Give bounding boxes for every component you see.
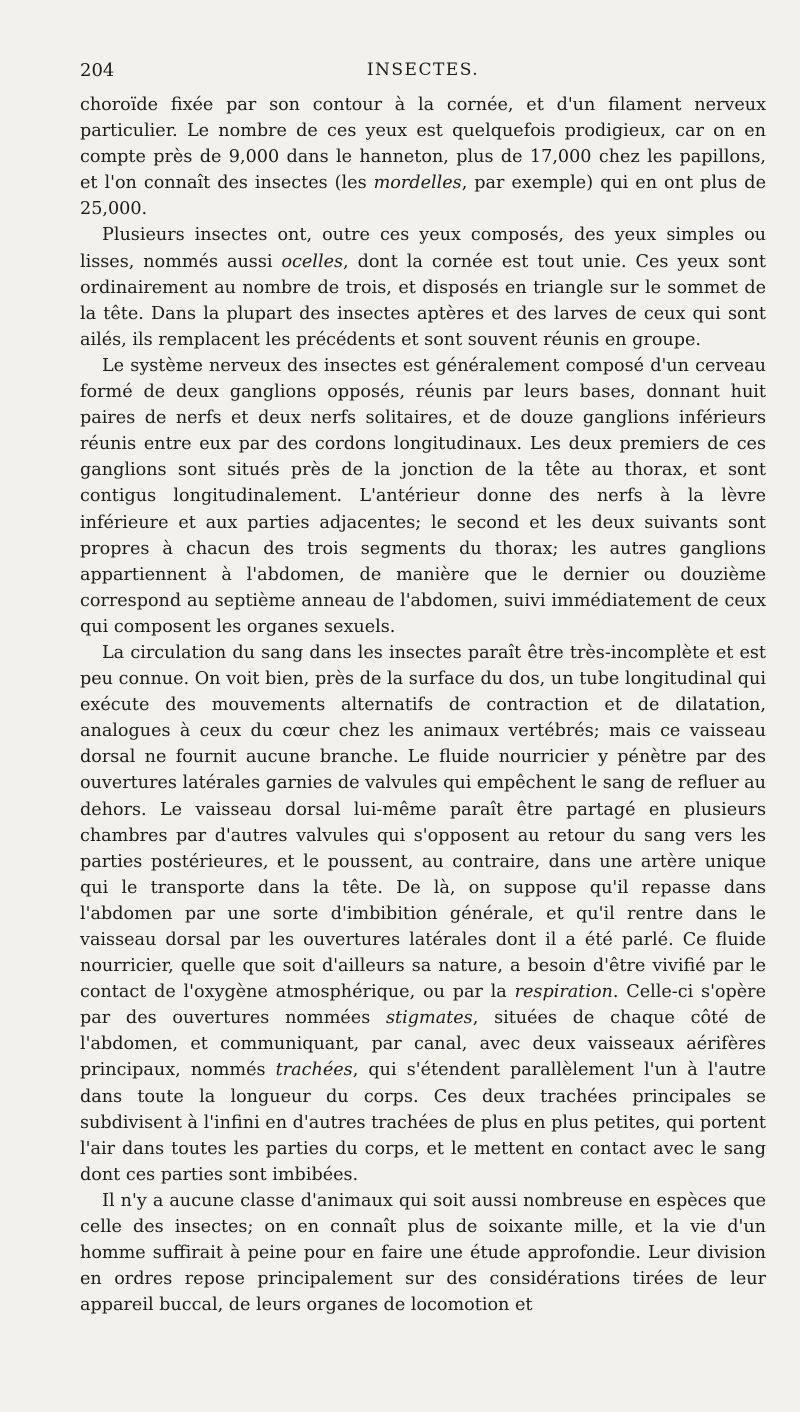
text-run: Le système nerveux des insectes est généralement composé d'un cerveau formé de deux ganglions opposés, réunis par leurs bases, donnant huit paires de nerfs et deux nerfs solitaires, et de douze ganglions inférieurs réunis entre eux par des cordons longitudinaux. Les deux premiers de ces ganglions sont situés près de la jonction de la tête au thorax, et sont contigus longitudinalement. L'antérieur donne des nerfs à la lèvre inférieure et aux parties adjacentes; le second et les deux suivants sont propres à chacun des trois segments du thorax; les autres ganglions appartiennent à l'abdomen, de manière que le dernier ou douzième correspond au septième anneau de l'abdomen, suivi immédiatement de ceux qui composent les organes sexuels. xyxy=(80,355,766,637)
paragraph-classification xyxy=(80,1188,766,1318)
italic-term: ocelles xyxy=(281,251,344,272)
running-title: INSECTES. xyxy=(366,60,480,80)
paragraph-nervous-system xyxy=(80,353,766,640)
text-run: Il n'y a aucune classe d'animaux qui soit aussi nombreuse en espèces que celle des insectes; on en connaît plus de soixante mille, et la vie d'un homme suffirait à peine pour en faire une étude approfondie. Leur division en ordres repose principalement sur des considérations tirées de leur appareil buccal, de leurs organes de locomotion et xyxy=(80,1190,766,1316)
text-run: Plusieurs insectes ont, outre ces yeux composés, des yeux simples ou lisses, nommés aussi xyxy=(80,225,766,272)
text-run: . Celle-ci s'opère par des ouvertures nommées xyxy=(80,982,766,1029)
text-run: choroïde fixée par son contour à la cornée, et d'un filament nerveux particulier. Le nombre de ces yeux est quelquefois prodigieux, car on en compte près de 9,000 dans le hanneton, plus de 17,000 chez les papillons, et l'on connaît des insectes (les xyxy=(80,95,766,194)
paragraph-compound-eyes xyxy=(80,92,766,222)
paragraph-ocelli xyxy=(80,222,766,352)
italic-term: mordelles xyxy=(373,173,462,194)
text-run: , qui s'étendent parallèlement l'un à l'autre dans toute la longueur du corps. Ces deux trachées principales se subdivisent à l'infini en d'autres trachées de plus en plus petites, qui portent l'air dans toutes les parties du corps, et le mettent en contact avec le sang dont ces parties sont imbibées. xyxy=(80,1060,766,1185)
running-head xyxy=(80,58,766,84)
body-text xyxy=(80,92,766,1318)
italic-term: respiration xyxy=(514,982,613,1003)
text-run: , dont la cornée est tout unie. Ces yeux sont ordinairement au nombre de trois, et disposés en triangle sur le sommet de la tête. Dans la plupart des insectes aptères et des larves de ceux qui sont ailés, ils remplacent les précédents et sont souvent réunis en groupe. xyxy=(80,251,766,350)
text-run: , par exemple) qui en ont plus de 25,000. xyxy=(80,173,766,220)
italic-term: stigmates xyxy=(386,1008,473,1029)
page-number: 204 xyxy=(80,60,115,81)
text-run: , situées de chaque côté de l'abdomen, et communiquant, par canal, avec deux vaisseaux aérifères principaux, nommés xyxy=(80,1008,767,1081)
italic-term: trachées xyxy=(275,1060,353,1081)
paragraph-circulation xyxy=(80,640,766,1188)
text-run: La circulation du sang dans les insectes paraît être très-incomplète et est peu connue. On voit bien, près de la surface du dos, un tube longitudinal qui exécute des mouvements alternatifs de contraction et de dilatation, analogues à ceux du cœur chez les animaux vertébrés; mais ce vaisseau dorsal ne fournit aucune branche. Le fluide nourricier y pénètre par des ouvertures latérales garnies de valvules qui empêchent le sang de refluer au dehors. Le vaisseau dorsal lui-même paraît être partagé en plusieurs chambres par d'autres valvules qui s'opposent au retour du sang vers les parties postérieures, et le poussent, au contraire, dans une artère unique qui le transporte dans la tête. De là, on suppose qu'il repasse dans l'abdomen par une sorte d'imbibition générale, et qu'il rentre dans le vaisseau dorsal par les ouvertures latérales dont il a été parlé. Ce fluide nourricier, quelle que soit d'ailleurs sa nature, a besoin d'être vivifié par le contact de l'oxygène atmosphérique, ou par la xyxy=(80,642,766,1003)
